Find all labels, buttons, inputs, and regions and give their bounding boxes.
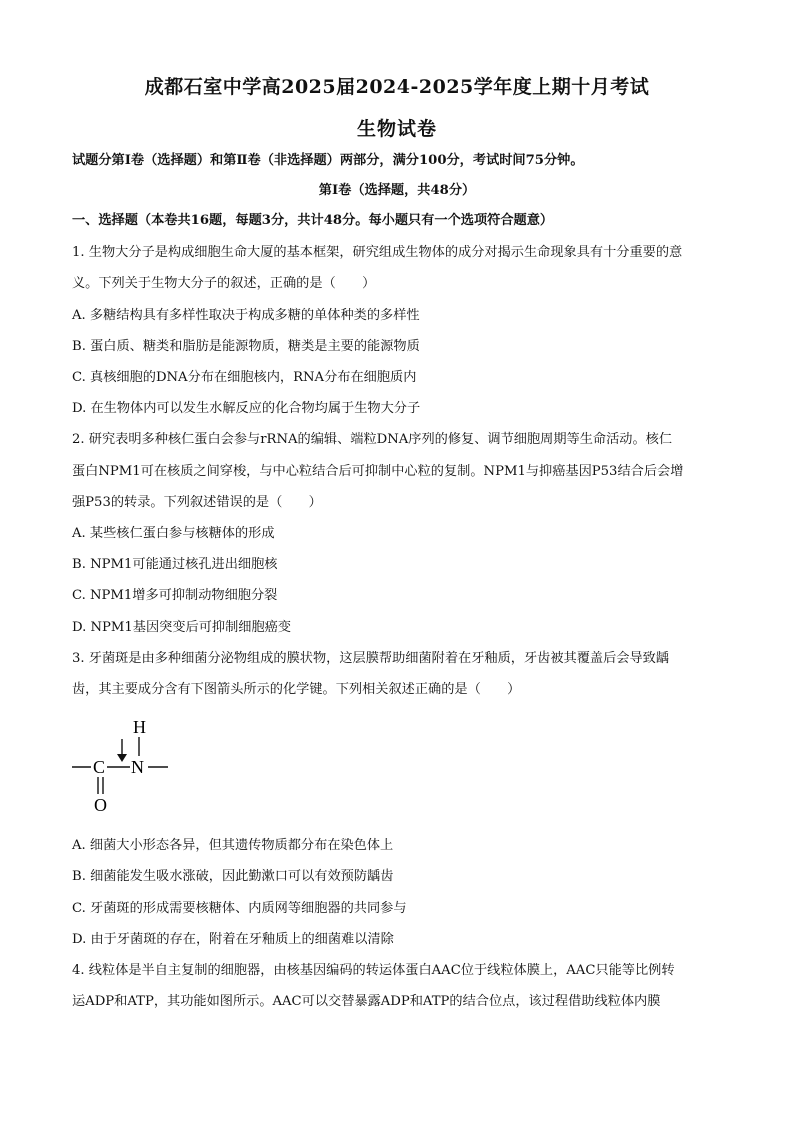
q2-option-d: D. NPM1基因突变后可抑制细胞癌变 <box>72 620 292 635</box>
exam-subtitle: 生物试卷 <box>356 118 437 140</box>
q1-option-c: C. 真核细胞的DNA分布在细胞核内，RNA分布在细胞质内 <box>72 370 417 385</box>
q1-option-b: B. 蛋白质、糖类和脂肪是能源物质，糖类是主要的能源物质 <box>72 339 420 354</box>
q3-option-a: A. 细菌大小形态各异，但其遗传物质都分布在染色体上 <box>72 838 394 853</box>
q2-option-c: C. NPM1增多可抑制动物细胞分裂 <box>72 588 278 603</box>
atom-c: C <box>93 757 106 777</box>
q1-option-d: D. 在生物体内可以发生水解反应的化合物均属于生物大分子 <box>72 401 421 416</box>
exam-intro: 试题分第Ⅰ卷（选择题）和第Ⅱ卷（非选择题）两部分，满分100分，考试时间75分钟。 <box>72 153 584 168</box>
q3-option-c: C. 牙菌斑的形成需要核糖体、内质网等细胞器的共同参与 <box>72 901 407 916</box>
q3-stem-line-2: 齿，其主要成分含有下图箭头所示的化学键。下列相关叙述正确的是（ ） <box>72 682 521 697</box>
q4-stem-line-1: 4. 线粒体是半自主复制的细胞器，由核基因编码的转运体蛋白AAC位于线粒体膜上，AAC只能等比例转 <box>72 963 675 978</box>
q3-option-b: B. 细菌能发生吸水涨破，因此勤漱口可以有效预防龋齿 <box>72 869 394 884</box>
q1-stem-line-1: 1. 生物大分子是构成细胞生命大厦的基本框架，研究组成生物体的成分对揭示生命现象具有十分重要的意 <box>72 245 683 260</box>
exam-title: 成都石室中学高2025届2024-2025学年度上期十月考试 <box>144 76 650 98</box>
atom-n: N <box>131 757 144 777</box>
q2-option-a: A. 某些核仁蛋白参与核糖体的形成 <box>72 526 275 541</box>
q2-stem-line-3: 强P53的转录。下列叙述错误的是（ ） <box>72 495 322 510</box>
q4-stem-line-2: 运ADP和ATP，其功能如图所示。AAC可以交替暴露ADP和ATP的结合位点，该过程借助线粒体内膜 <box>72 994 661 1009</box>
q3-stem-line-1: 3. 牙菌斑是由多种细菌分泌物组成的膜状物，这层膜帮助细菌附着在牙釉质，牙齿被其覆盖后会导致龋 <box>72 651 670 666</box>
peptide-bond-figure <box>72 712 182 814</box>
q1-option-a: A. 多糖结构具有多样性取决于构成多糖的单体种类的多样性 <box>72 308 420 323</box>
arrow-head-icon <box>117 754 127 762</box>
part1-title: 第Ⅰ卷（选择题，共48分） <box>318 183 476 198</box>
atom-h: H <box>133 717 146 737</box>
section1-title: 一、选择题（本卷共16题，每题3分，共计48分。每小题只有一个选项符合题意） <box>72 213 554 228</box>
atom-o: O <box>94 795 107 814</box>
q3-option-d: D. 由于牙菌斑的存在，附着在牙釉质上的细菌难以清除 <box>72 932 394 947</box>
q2-stem-line-1: 2. 研究表明多种核仁蛋白会参与rRNA的编辑、端粒DNA序列的修复、调节细胞周期等生命活动。核仁 <box>72 432 673 447</box>
q2-option-b: B. NPM1可能通过核孔进出细胞核 <box>72 557 278 572</box>
q1-stem-line-2: 义。下列关于生物大分子的叙述，正确的是（ ） <box>72 276 376 291</box>
q2-stem-line-2: 蛋白NPM1可在核质之间穿梭，与中心粒结合后可抑制中心粒的复制。NPM1与抑癌基因P53结合后会增 <box>72 464 684 479</box>
